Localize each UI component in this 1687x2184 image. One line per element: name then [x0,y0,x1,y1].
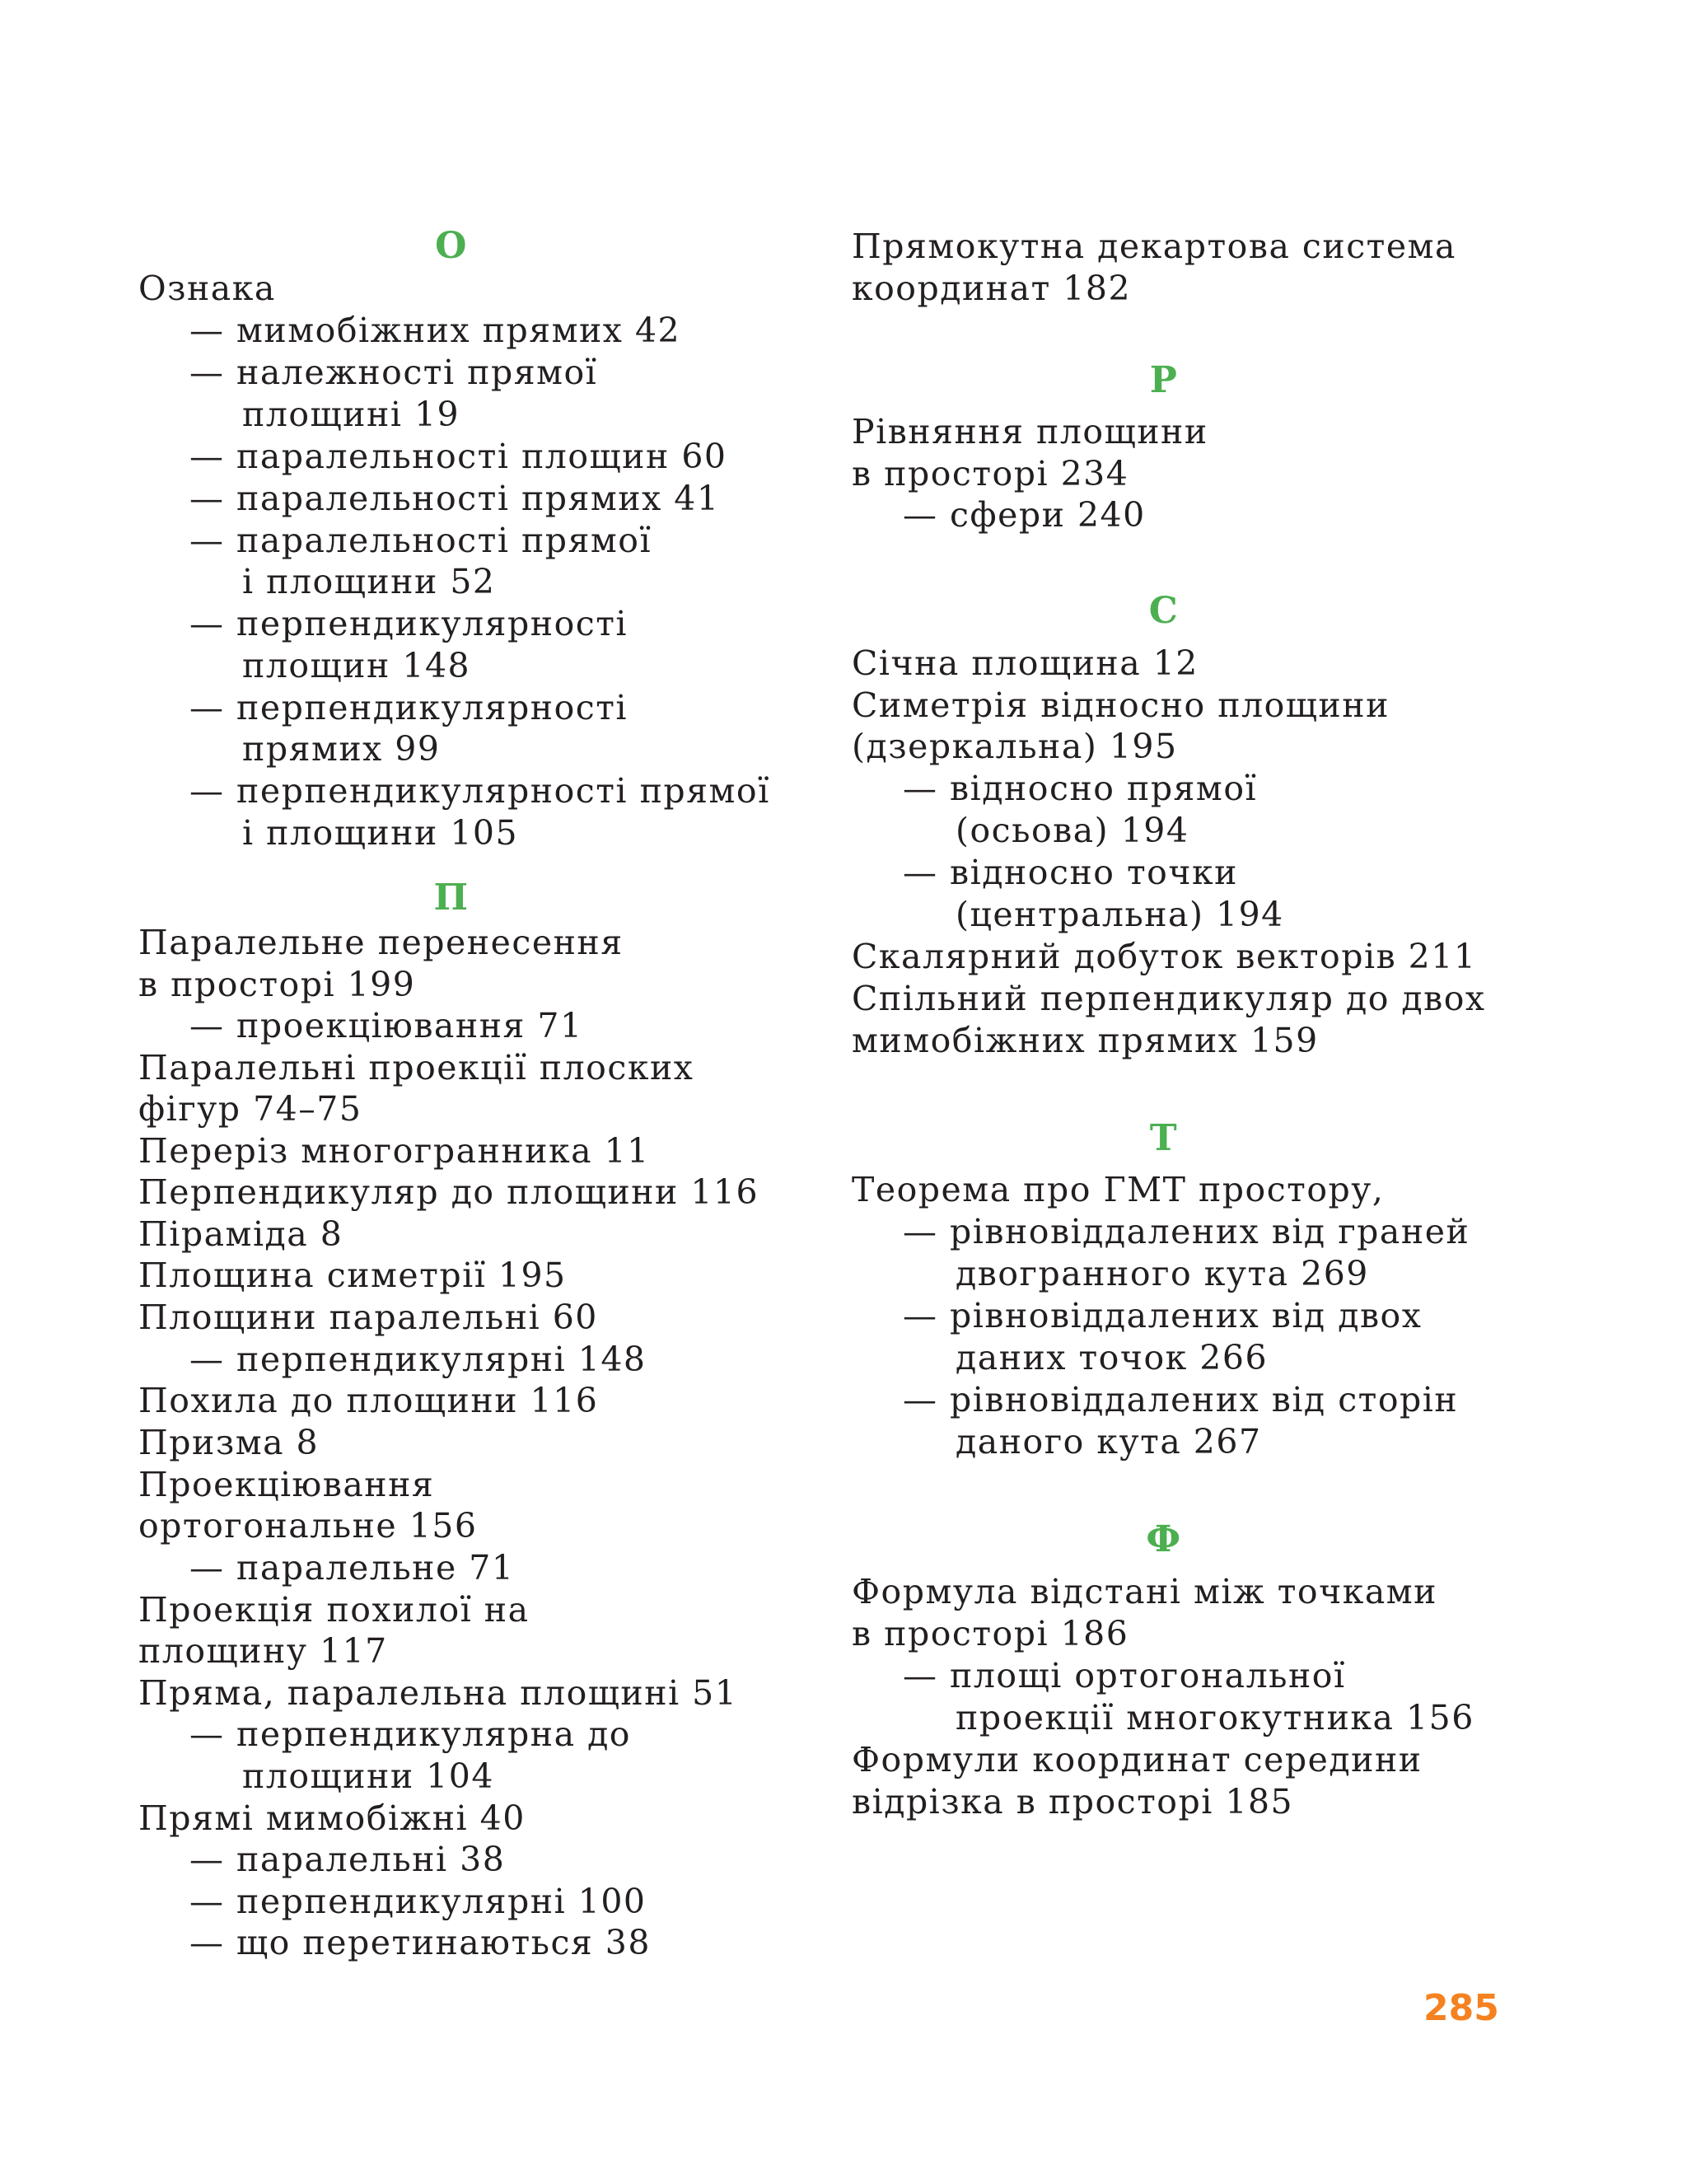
index-subentry: — перпендикулярні 148 [189,1340,647,1379]
index-subentry: — перпендикулярності [189,688,629,727]
section-letter-heading: П [433,877,470,919]
index-subentry: проекції многокутника 156 [956,1698,1474,1737]
index-subentry: площині 19 [242,395,460,434]
page-number: 285 [1423,1987,1499,2029]
index-entry: Скалярний добуток векторів 211 [852,937,1477,976]
index-subentry: — перпендикулярна до [189,1714,631,1754]
index-subentry: прямих 99 [242,729,441,769]
index-entry: Прямі мимобіжні 40 [138,1798,526,1838]
index-entry: Рівняння площини [852,412,1208,451]
index-subentry: — рівновіддалених від граней [903,1212,1470,1251]
index-subentry: — мимобіжних прямих 42 [189,311,681,350]
index-entry: фігур 74–75 [138,1089,362,1129]
index-subentry: — що перетинаються 38 [189,1923,651,1962]
index-subentry: — площі ортогональної [903,1656,1346,1695]
section-letter-heading: О [435,225,468,267]
index-subentry: — паралельне 71 [189,1548,515,1588]
index-entry: Проекціювання [138,1465,435,1504]
index-entry: Формули координат середини [852,1740,1423,1779]
index-subentry: і площини 105 [242,813,519,853]
index-entry: координат 182 [852,269,1132,308]
index-subentry: (осьова) 194 [956,811,1189,850]
index-subentry: даного кута 267 [956,1422,1262,1461]
section-letter-heading: Ф [1146,1518,1182,1560]
index-entry: Площина симетрії 195 [138,1256,567,1295]
index-entry: Симетрія відносно площини [852,685,1390,725]
index-entry: Прямокутна декартова система [852,227,1456,266]
index-entry: Спільний перпендикуляр до двох [852,979,1486,1018]
index-subentry: — перпендикулярні 100 [189,1882,647,1921]
index-entry: Теорема про ГМТ простору, [852,1170,1385,1209]
index-entry: мимобіжних прямих 159 [852,1021,1319,1060]
index-entry: Паралельні проекції плоских [138,1048,694,1087]
index-subentry: — паралельності площин 60 [189,437,727,476]
index-entry: Призма 8 [138,1423,320,1462]
index-subentry: — відносно прямої [903,769,1258,808]
index-entry: Ознака [138,269,276,308]
index-entry: Проекція похилої на [138,1590,530,1630]
index-entry: Перпендикуляр до площини 116 [138,1172,759,1212]
index-subentry: (центральна) 194 [956,895,1284,934]
index-subentry: даних точок 266 [956,1338,1269,1377]
index-subentry: і площини 52 [242,562,496,601]
index-entry: Паралельне перенесення [138,923,624,962]
index-subentry: — перпендикулярності [189,604,629,643]
section-letter-heading: С [1148,590,1180,632]
index-entry: Переріз многогранника 11 [138,1131,650,1171]
section-letter-heading: Р [1149,359,1179,401]
section-letter-heading: Т [1149,1117,1179,1159]
index-entry: в просторі 199 [138,965,416,1004]
index-subentry: — відносно точки [903,853,1238,892]
index-entry: Площини паралельні 60 [138,1298,598,1337]
index-subentry: — паралельності прямих 41 [189,479,720,518]
index-entry: площину 117 [138,1631,388,1671]
index-subentry: — сфери 240 [903,495,1146,535]
index-subentry: — паралельності прямої [189,521,652,560]
index-entry: (дзеркальна) 195 [852,727,1178,766]
index-subentry: — належності прямої [189,353,598,392]
index-subentry: — рівновіддалених від сторін [903,1380,1459,1419]
index-entry: відрізка в просторі 185 [852,1782,1294,1822]
index-subentry: — проекціювання 71 [189,1006,583,1045]
index-subentry: — перпендикулярності прямої [189,771,770,811]
index-entry: в просторі 234 [852,454,1129,493]
index-subentry: площини 104 [242,1756,494,1796]
index-entry: Пряма, паралельна площині 51 [138,1673,738,1713]
index-subentry: двогранного кута 269 [956,1254,1369,1293]
index-subentry: площин 148 [242,646,471,685]
index-subentry: — паралельні 38 [189,1840,506,1879]
index-entry: Похила до площини 116 [138,1381,599,1420]
index-entry: Формула відстані між точками [852,1572,1438,1611]
index-entry: Січна площина 12 [852,643,1199,683]
index-entry: в просторі 186 [852,1614,1129,1653]
index-entry: Піраміда 8 [138,1214,343,1254]
index-entry: ортогональне 156 [138,1506,478,1546]
index-subentry: — рівновіддалених від двох [903,1296,1423,1335]
